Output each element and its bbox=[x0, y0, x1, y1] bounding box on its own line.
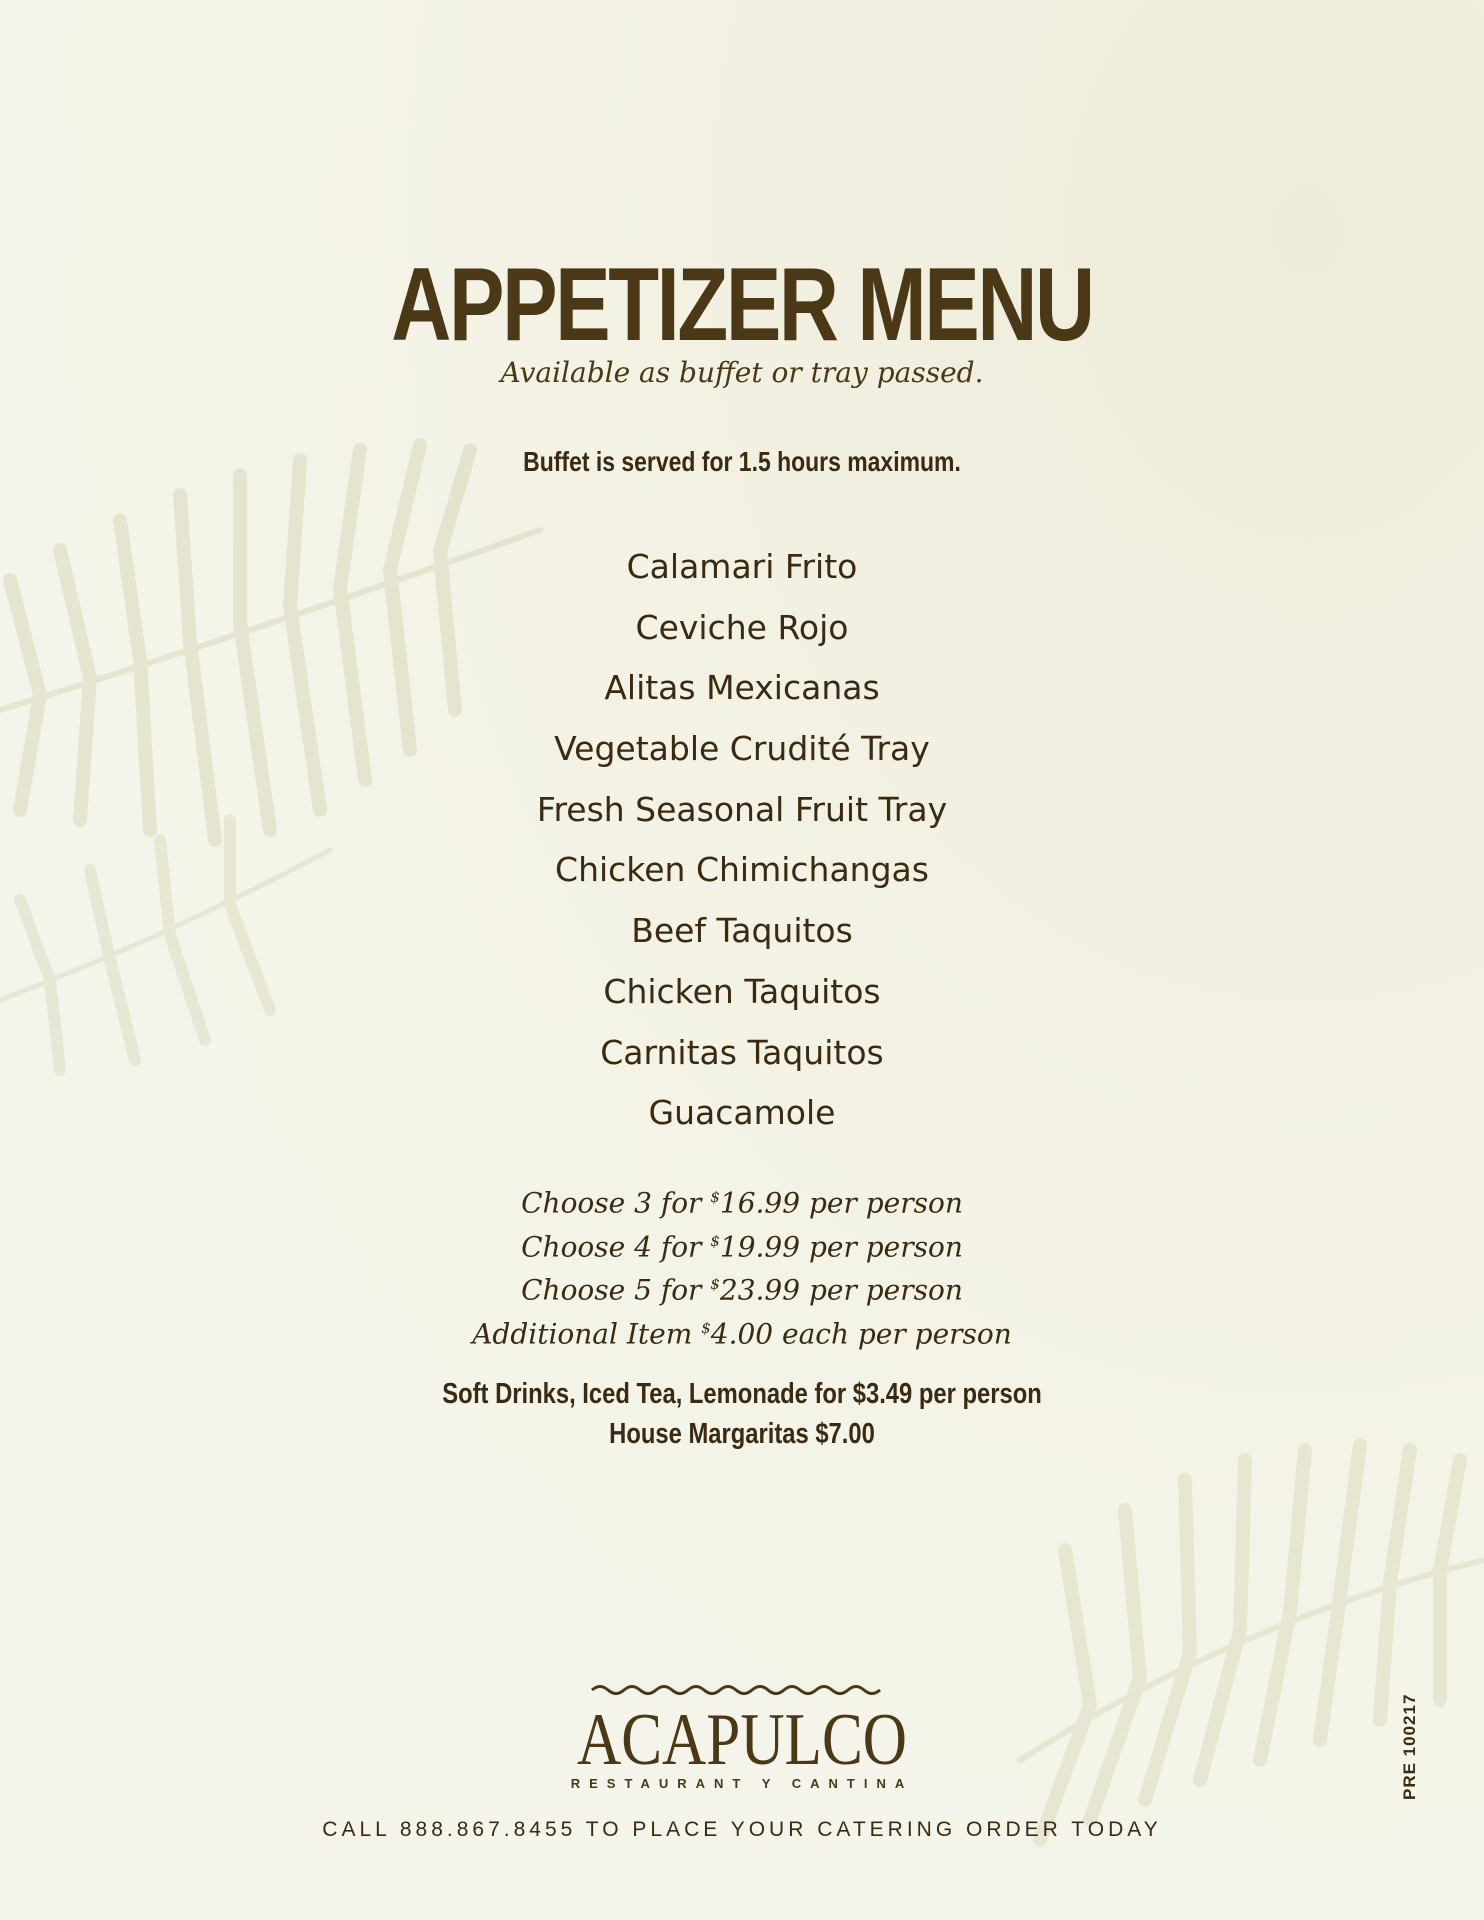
subtitle: Available as buffet or tray passed. bbox=[500, 356, 984, 389]
drinks-line: Soft Drinks, Iced Tea, Lemonade for $3.49 per person bbox=[442, 1378, 1042, 1410]
list-item: Calamari Frito bbox=[626, 547, 858, 586]
pricing-list bbox=[0, 1176, 1484, 1350]
drinks-section bbox=[0, 1374, 1484, 1454]
price-line: Choose 5 for $23.99 per person bbox=[521, 1273, 963, 1307]
drinks-line: House Margaritas $7.00 bbox=[609, 1418, 875, 1450]
restaurant-logo bbox=[0, 1680, 1484, 1791]
price-line: Additional Item $4.00 each per person bbox=[472, 1316, 1012, 1350]
list-item: Guacamole bbox=[648, 1093, 836, 1133]
appetizer-list bbox=[0, 542, 1484, 1149]
list-item: Alitas Mexicanas bbox=[604, 668, 880, 708]
list-item: Chicken Chimichangas bbox=[555, 850, 929, 890]
list-item: Ceviche Rojo bbox=[635, 607, 849, 647]
list-item: Chicken Taquitos bbox=[603, 971, 881, 1011]
call-to-action: CALL 888.867.8455 TO PLACE YOUR CATERING ORDER TODAY bbox=[322, 1818, 1162, 1841]
list-item: Beef Taquitos bbox=[631, 911, 853, 951]
logo-wordmark: ACAPULCO bbox=[577, 1699, 907, 1772]
logo-tagline: RESTAURANT Y CANTINA bbox=[570, 1776, 914, 1791]
price-line: Choose 4 for $19.99 per person bbox=[521, 1229, 963, 1263]
price-line: Choose 3 for $16.99 per person bbox=[521, 1186, 963, 1220]
document-code: PRE 100217 bbox=[1400, 1693, 1419, 1800]
page-title: APPETIZER MENU bbox=[391, 247, 1093, 363]
buffet-note: Buffet is served for 1.5 hours maximum. bbox=[523, 446, 961, 477]
list-item: Fresh Seasonal Fruit Tray bbox=[536, 789, 948, 829]
wave-logo-icon bbox=[572, 1680, 912, 1772]
list-item: Carnitas Taquitos bbox=[600, 1032, 884, 1072]
list-item: Vegetable Crudité Tray bbox=[554, 729, 930, 769]
